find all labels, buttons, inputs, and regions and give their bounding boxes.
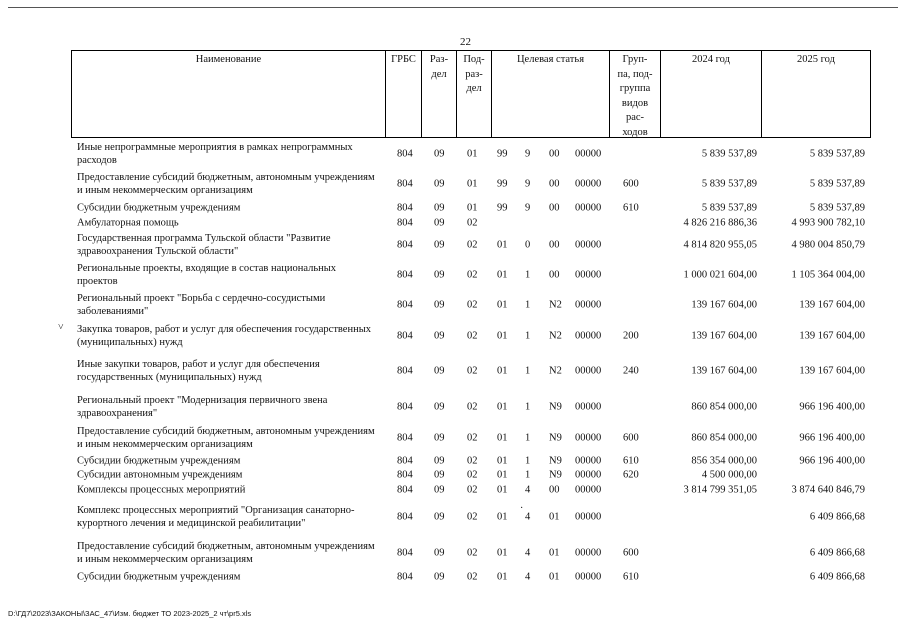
row-c3: 00 [549,484,560,495]
row-c1: 01 [497,239,508,251]
row-name: Субсидии бюджетным учреждениям [77,455,241,467]
row-grbs: 804 [397,432,413,444]
row-pr: 01 [467,202,478,213]
row-amount-2024: 860 854 000,00 [691,401,757,413]
row-c1: 01 [497,484,508,495]
row-amount-2024: 5 839 537,89 [701,202,757,213]
row-rz: 09 [434,401,445,413]
row-amount-2024: 856 354 000,00 [691,455,757,467]
row-c4: 00000 [575,239,602,251]
table-row [71,290,871,320]
table-row [71,169,871,199]
row-amount-2025: 4 980 004 850,79 [791,239,865,251]
row-name: Субсидии автономным учреждениям [77,469,243,481]
row-grbs: 804 [397,571,413,582]
row-c2: 1 [525,432,531,444]
row-c3: 00 [549,202,560,213]
row-c4: 00000 [575,148,602,160]
row-amount-2025: 4 993 900 782,10 [791,217,865,229]
row-c3: N2 [549,299,562,311]
row-vr: 600 [623,547,639,559]
row-vr: 610 [623,571,639,582]
table-row [71,498,871,536]
row-c1: 01 [497,547,508,559]
row-vr: 240 [623,365,639,377]
row-rz: 09 [434,269,445,281]
row-c4: 00000 [575,469,602,481]
row-c1: 01 [497,269,508,281]
header-grbs: ГРБС [391,54,416,65]
table-row [71,468,871,482]
row-pr: 02 [467,547,478,559]
row-c3: 01 [549,511,560,523]
row-name: Амбулаторная помощь [77,217,179,229]
row-grbs: 804 [397,202,413,213]
header-podrazdel: Под- раз- дел [463,54,485,94]
row-c2: 4 [525,571,531,582]
row-pr: 02 [467,455,478,467]
row-c3: N9 [549,401,562,413]
table-row [71,140,871,168]
row-c3: N2 [549,330,562,342]
row-c3: 01 [549,547,560,559]
header-razdel: Раз- дел [429,54,449,80]
row-amount-2024: 139 167 604,00 [691,299,757,311]
row-amount-2025: 1 105 364 004,00 [791,269,865,281]
row-c3: N2 [549,365,562,377]
row-grbs: 804 [397,365,413,377]
row-c2: 0 [525,239,531,251]
row-amount-2025: 3 874 640 846,79 [791,484,865,495]
row-pr: 02 [467,432,478,444]
header-expense-group: Груп- па, под- группа видов рас- ходов [617,54,653,138]
row-grbs: 804 [397,511,413,523]
row-name: Региональный проект "Борьба с сердечно-сосудистыми заболеваниями" [77,293,326,317]
row-c4: 00000 [575,299,602,311]
row-c1: 99 [497,148,508,160]
table-header [71,50,871,138]
row-pr: 02 [467,511,478,523]
row-name: Предоставление субсидий бюджетным, автономным учреждениям и иным некоммерческим организациям [77,426,375,450]
row-rz: 09 [434,511,445,523]
row-pr: 02 [467,269,478,281]
row-rz: 09 [434,202,445,213]
row-name: Комплекс процессных мероприятий "Организация санаторно-курортного лечения и медицинской реабилитации" [77,505,355,529]
row-pr: 02 [467,239,478,251]
table-row [71,482,871,497]
budget-table [71,50,871,582]
row-c1: 01 [497,571,508,582]
row-c3: N9 [549,432,562,444]
row-c2: 1 [525,401,531,413]
row-c3: 00 [549,269,560,281]
row-c2: 1 [525,269,531,281]
top-rule [8,7,898,8]
row-rz: 09 [434,217,445,229]
row-name: Региональный проект "Модернизация первичного звена здравоохранения" [77,395,328,419]
row-vr: 600 [623,178,639,190]
row-amount-2025: 966 196 400,00 [799,432,865,444]
row-c2: 1 [525,365,531,377]
row-c2: 1 [525,299,531,311]
row-pr: 02 [467,217,478,229]
row-amount-2024: 3 814 799 351,05 [683,484,757,495]
table-row [71,538,871,568]
row-grbs: 804 [397,455,413,467]
row-rz: 09 [434,571,445,582]
header-target-article: Целевая статья [516,54,585,65]
row-amount-2024: 4 500 000,00 [701,469,757,481]
row-c4: 00000 [575,401,602,413]
row-amount-2025: 6 409 866,68 [809,547,865,559]
row-grbs: 804 [397,269,413,281]
row-c4: 00000 [575,484,602,495]
row-c4: 00000 [575,511,602,523]
row-c2: 1 [525,455,531,467]
row-name: Иные закупки товаров, работ и услуг для обеспечения государственных (муниципальных) нужд [77,359,320,383]
row-amount-2025: 5 839 537,89 [809,178,865,190]
row-c4: 00000 [575,202,602,213]
row-rz: 09 [434,547,445,559]
row-grbs: 804 [397,469,413,481]
table-row [71,200,871,215]
row-c3: 00 [549,178,560,190]
row-vr: 200 [623,330,639,342]
row-name: Закупка товаров, работ и услуг для обеспечения государственных (муниципальных) нужд [77,324,372,348]
row-grbs: 804 [397,330,413,342]
row-c1: 01 [497,401,508,413]
row-vr: 610 [623,202,639,213]
row-amount-2025: 5 839 537,89 [809,202,865,213]
row-c1: 01 [497,455,508,467]
row-grbs: 804 [397,148,413,160]
row-c1: 01 [497,299,508,311]
row-name: Предоставление субсидий бюджетным, автономным учреждениям и иным некоммерческим организациям [77,541,375,565]
row-vr: 620 [623,469,639,481]
row-c2: 1 [525,469,531,481]
header-name: Наименование [195,54,262,65]
row-c3: 01 [549,571,560,582]
row-grbs: 804 [397,484,413,495]
row-amount-2025: 966 196 400,00 [799,401,865,413]
row-rz: 09 [434,469,445,481]
row-c1: 01 [497,330,508,342]
row-c1: 01 [497,365,508,377]
header-year-2024: 2024 год [692,54,730,65]
row-c1: 99 [497,178,508,190]
row-amount-2025: 5 839 537,89 [809,148,865,160]
row-amount-2024: 1 000 021 604,00 [683,269,757,281]
row-grbs: 804 [397,217,413,229]
page-number: 22 [460,36,471,48]
row-pr: 02 [467,484,478,495]
row-amount-2024: 4 814 820 955,05 [683,239,757,251]
row-amount-2025: 6 409 866,68 [809,571,865,582]
row-c4: 00000 [575,571,602,582]
row-c3: N9 [549,455,562,467]
row-c3: 00 [549,239,560,251]
row-c1: 01 [497,469,508,481]
file-path-footer: D:\ГД7\2023\ЗАКОНЫ\ЗАС_47\Изм. бюджет ТО 2023-2025_2 чт\pr5.xls [8,609,252,618]
row-vr: 600 [623,432,639,444]
row-name: Иные непрограммные мероприятия в рамках непрограммных расходов [77,142,353,166]
row-name: Региональные проекты, входящие в состав национальных проектов [77,263,337,287]
row-amount-2024: 860 854 000,00 [691,432,757,444]
stray-dot: · [520,503,524,514]
table-row [71,352,871,390]
table-row [71,321,871,351]
row-c4: 00000 [575,365,602,377]
row-amount-2025: 966 196 400,00 [799,455,865,467]
row-c2: 9 [525,178,531,190]
row-rz: 09 [434,365,445,377]
row-c3: 00 [549,148,560,160]
row-name: Предоставление субсидий бюджетным, автономным учреждениям и иным некоммерческим организациям [77,172,375,196]
row-amount-2024: 139 167 604,00 [691,330,757,342]
row-pr: 01 [467,148,478,160]
row-c4: 00000 [575,547,602,559]
row-c1: 99 [497,202,508,213]
row-amount-2025: 139 167 604,00 [799,365,865,377]
row-c1: 01 [497,432,508,444]
table-row [71,261,871,289]
row-pr: 02 [467,330,478,342]
row-c2: 1 [525,330,531,342]
table-row [71,423,871,453]
row-pr: 02 [467,401,478,413]
row-amount-2025: 6 409 866,68 [809,511,865,523]
row-vr: 610 [623,455,639,467]
row-amount-2025: 139 167 604,00 [799,330,865,342]
row-name: Субсидии бюджетным учреждениям [77,202,241,213]
row-grbs: 804 [397,547,413,559]
row-c4: 00000 [575,330,602,342]
row-rz: 09 [434,148,445,160]
row-c4: 00000 [575,269,602,281]
row-c2: 9 [525,148,531,160]
row-c2: 4 [525,511,531,523]
row-c2: 9 [525,202,531,213]
header-year-2025: 2025 год [797,54,835,65]
margin-mark: ˅ [58,322,64,333]
row-c2: 4 [525,484,531,495]
table-row [71,216,871,230]
row-amount-2024: 4 826 216 886,36 [683,217,757,229]
row-c2: 4 [525,547,531,559]
table-row [71,231,871,259]
row-rz: 09 [434,239,445,251]
table-row [71,392,871,422]
row-pr: 02 [467,571,478,582]
row-rz: 09 [434,432,445,444]
row-amount-2024: 5 839 537,89 [701,148,757,160]
row-c1: 01 [497,511,508,523]
row-pr: 02 [467,365,478,377]
row-c4: 00000 [575,178,602,190]
row-grbs: 804 [397,299,413,311]
row-name: Государственная программа Тульской области "Развитие здравоохранения Тульской области" [77,233,331,257]
row-amount-2025: 139 167 604,00 [799,299,865,311]
row-rz: 09 [434,455,445,467]
row-rz: 09 [434,330,445,342]
row-c4: 00000 [575,432,602,444]
row-rz: 09 [434,484,445,495]
row-pr: 01 [467,178,478,190]
row-pr: 02 [467,299,478,311]
row-grbs: 804 [397,178,413,190]
row-rz: 09 [434,299,445,311]
row-name: Субсидии бюджетным учреждениям [77,571,241,582]
row-amount-2024: 5 839 537,89 [701,178,757,190]
row-grbs: 804 [397,239,413,251]
table-row [71,454,871,468]
row-amount-2024: 139 167 604,00 [691,365,757,377]
row-c3: N9 [549,469,562,481]
row-pr: 02 [467,469,478,481]
row-c4: 00000 [575,455,602,467]
row-rz: 09 [434,178,445,190]
table-row [71,569,871,584]
row-grbs: 804 [397,401,413,413]
row-name: Комплексы процессных мероприятий [77,484,246,495]
